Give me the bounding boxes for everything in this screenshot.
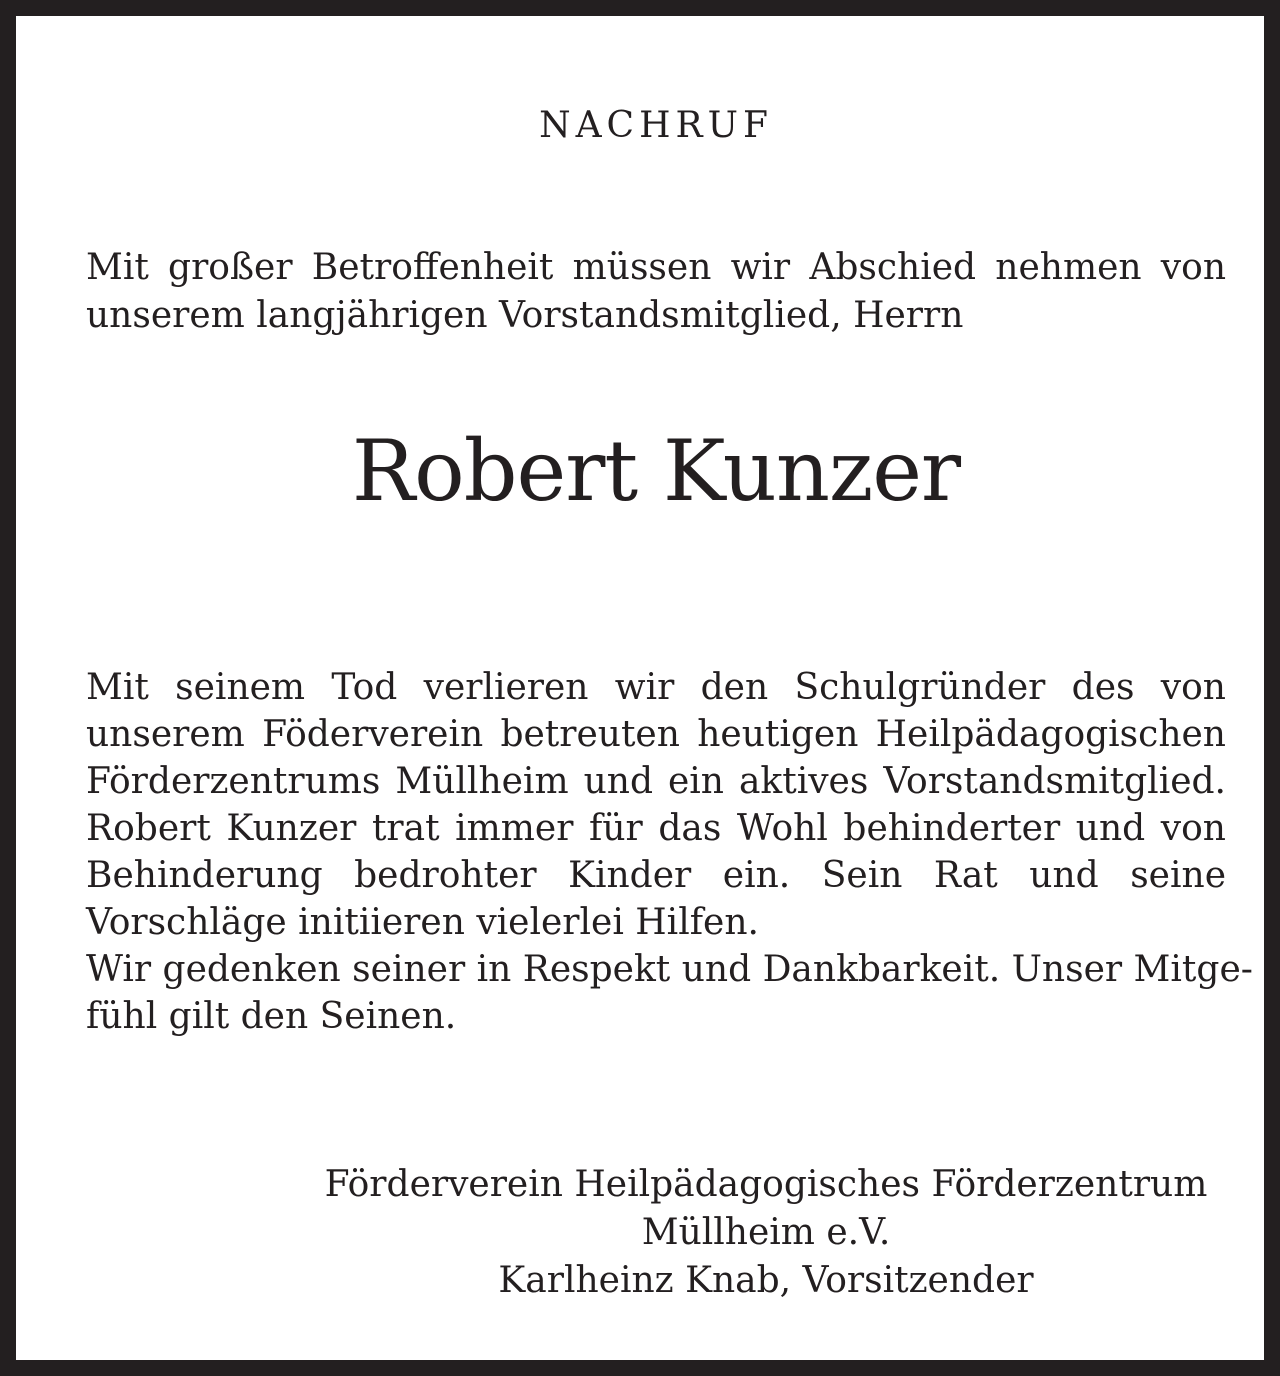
deceased-name: Robert Kunzer bbox=[351, 422, 961, 520]
body-paragraph bbox=[86, 664, 1253, 1040]
body-line-1: Mit seinem Tod verlieren wir den Schulgründer des von bbox=[86, 667, 1226, 708]
signature-organization-line-1: Förderverein Heilpädagogisches Förderzentrum bbox=[324, 1164, 1208, 1205]
signature-organization-line-2: Müllheim e.V. bbox=[641, 1212, 891, 1253]
notice-heading: NACHRUF bbox=[539, 105, 773, 146]
signature-signatory: Karlheinz Knab, Vorsitzender bbox=[498, 1260, 1034, 1301]
body-line-3: Förderzentrums Müllheim und ein aktives Vorstandsmitglied. bbox=[86, 761, 1226, 802]
body-line-7: Wir gedenken seiner in Respekt und Dankbarkeit. Unser Mitge- bbox=[86, 949, 1253, 990]
body-line-2: unserem Föderverein betreuten heutigen Heilpädagogischen bbox=[86, 714, 1226, 755]
body-line-5: Behinderung bedrohter Kinder ein. Sein Rat und seine bbox=[86, 855, 1226, 896]
intro-paragraph bbox=[86, 244, 1226, 340]
intro-line-1: Mit großer Betroffenheit müssen wir Abschied nehmen von bbox=[86, 247, 1226, 288]
intro-line-2: unserem langjährigen Vorstandsmitglied, Herrn bbox=[86, 295, 964, 336]
body-line-4: Robert Kunzer trat immer für das Wohl behinderter und von bbox=[86, 808, 1226, 849]
body-line-8: fühl gilt den Seinen. bbox=[86, 996, 457, 1037]
body-line-6: Vorschläge initiieren vielerlei Hilfen. bbox=[86, 902, 759, 943]
signature-block bbox=[306, 1161, 1226, 1305]
